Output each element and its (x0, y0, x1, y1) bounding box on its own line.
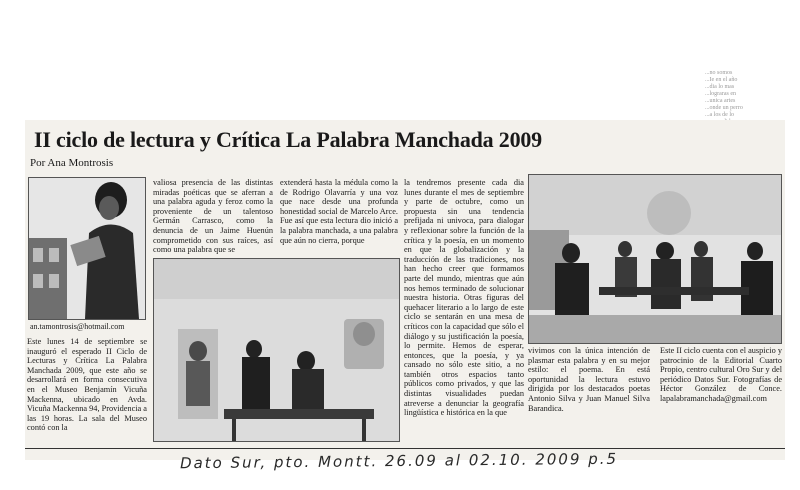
article-column-5: vivimos con la única intención de plasmar esta palabra y en su mejor estilo: el poema. En está oportunidad la lectura estuvo dirigida por los destacados poetas Antonio Silva y Juan Manuel Silva Barandica. (528, 346, 650, 413)
photo-panel-readers (528, 174, 782, 344)
photo-reading-event (153, 258, 400, 442)
handwritten-source-note: Dato Sur, pto. Montt. 26.09 al 02.10. 2009 p.5 (179, 449, 619, 473)
article-column-6: Este II ciclo cuenta con el auspicio y patrocinio de la Editorial Cuarto Propio, centro cultural Oro Sur y del periódico Datos Sur. Fotografías de Héctor González de Conce. lapalabramanchada@gmail.com (660, 346, 782, 403)
adjacent-line: ...dia lo mas (705, 84, 735, 90)
article-column-2: valiosa presencia de las distintas miradas poéticas que se aferran a una palabra aguda y feroz como la proveniente de un talentoso Germán Carrasco, como la denuncia de un Jaime Huenún comprometido con sus raíces, así como una palabra que se (153, 178, 273, 255)
article-column-3: extenderá hasta la médula como la de Rodrigo Olavarría y una voz que nace desde una profunda honestidad social de Marcelo Arce. Fue así que esta lectura dio inició a la palabra manchada, a una palabra que aún no cierra, porque (280, 178, 398, 245)
adjacent-line: ...a los de lo (705, 112, 734, 118)
adjacent-line: ...no somos (705, 70, 733, 76)
byline: Por Ana Montrosis (30, 157, 114, 169)
bottom-rule (25, 448, 785, 449)
adjacent-line: ...lograras en (705, 91, 736, 97)
adjacent-line: ...onde un perro (705, 105, 743, 111)
adjacent-line: ...unica artes (705, 98, 736, 104)
article-column-4: la tendremos presente cada dia lunes durante el mes de septiembre y parte de octubre, como un propuesta sin una tendencia prefijada ni univoca, para dialogar y reflexionar sobre la función de la crítica y la poesía, en un momento en que la globalización y la traducción de las tradiciones, nos han hecho creer que formamos parte del mundo, mientras que aún nos hemos terminado de solucionar nuestra historia. Otras figuras del quehacer literario a lo largo de este ciclo se sentarán en una mesa de críticos con la capacidad que sólo el diálogo y su justificación la poesía, lo permite. Hemos de esperar, entonces, que la poesía, y ya cansado no sólo este sitio, a no también otros espacios tanto públicos como privados, y que las distintas visualidades puedan atreverse a denunciar la geografía lingüística e histórica en la que (404, 178, 524, 418)
photo-caption-email: an.tamontrosis@hotmail.com (30, 322, 125, 331)
headline: II ciclo de lectura y Crítica La Palabra Manchada 2009 (34, 127, 542, 152)
adjacent-line: ...Ie en el año (705, 77, 738, 83)
article-column-1: Este lunes 14 de septiembre se inauguró el esperado II Ciclo de Lecturas y Crítica La Palabra Manchada 2009, que este año se desarrollará en forma consecutiva en el Museo Benjamín Vicuña Mackenna, ubicado en Avda. Vicuña Mackenna 94, Providencia a las 19 horas. La sala del Museo contó con la (27, 337, 147, 433)
photo-woman-reading (28, 177, 146, 320)
